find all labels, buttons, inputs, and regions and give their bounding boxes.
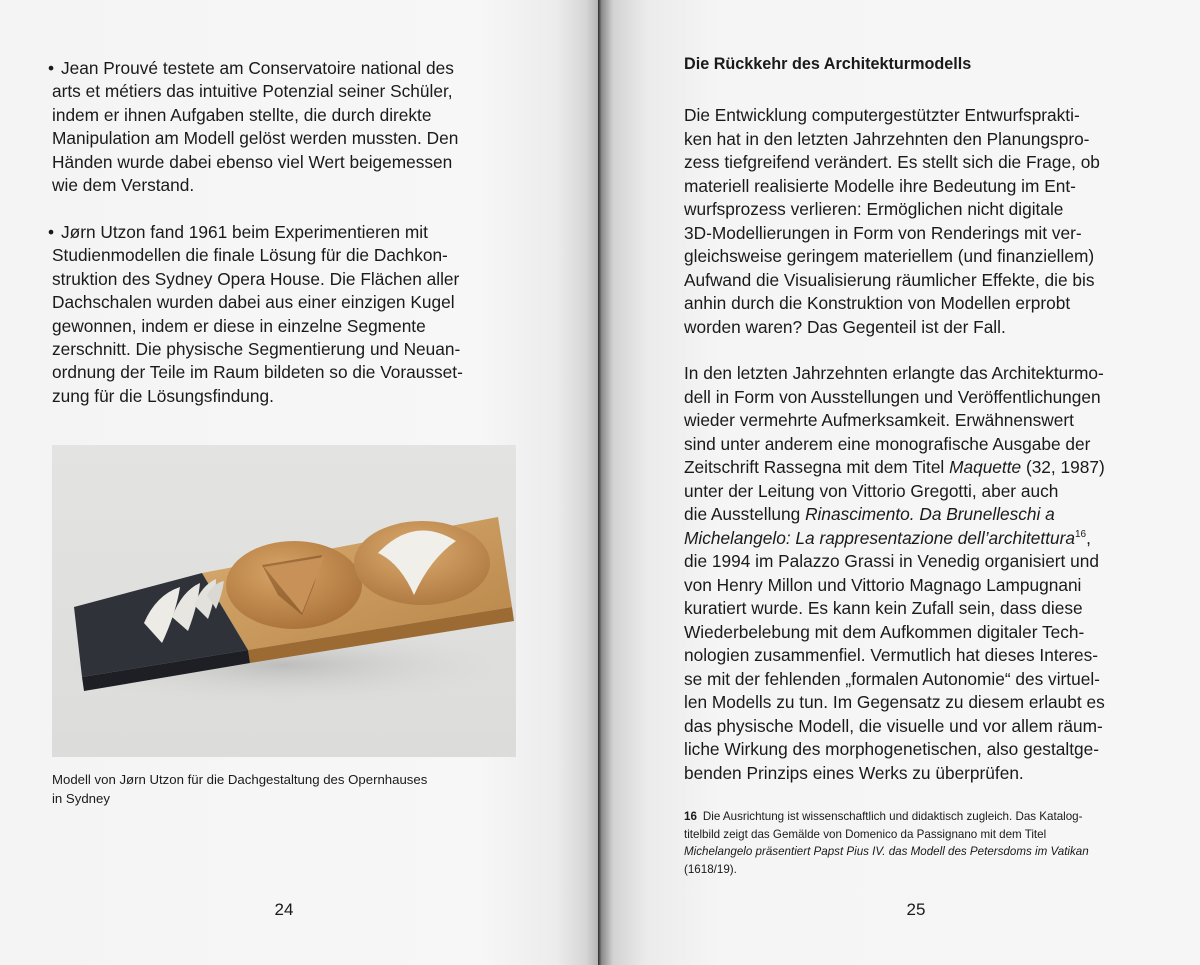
text-line: zung für die Lösungsfindung. [52, 385, 274, 406]
text-line: unter der Leitung von Vittorio Gregotti, aber auch [684, 480, 1059, 501]
text-segment: , [1086, 527, 1091, 548]
text-line [684, 527, 1174, 551]
text-line: Die Entwicklung computergestützter Entwurfsprakti- [684, 105, 1080, 125]
text-line: anhin durch die Konstruktion von Modellen erprobt [684, 293, 1071, 313]
section-heading: Die Rückkehr des Architekturmodells [684, 55, 972, 73]
text-line: ken hat in den letzten Jahrzehnten den Planungspro- [684, 128, 1090, 149]
footnote-line: (1618/19). [684, 862, 737, 876]
text-segment: die Ausstellung [684, 504, 806, 524]
footnote-number: 16 [684, 810, 697, 823]
text-line: von Henry Millon und Vittorio Magnago Lampugnani [684, 574, 1082, 595]
photo-caption [52, 771, 522, 808]
footnote-reference: 16 [1075, 528, 1087, 540]
text-line: das physische Modell, die visuelle und vor allem räum- [684, 715, 1103, 736]
text-line: worden waren? Das Gegenteil ist der Fall. [684, 316, 1006, 337]
text-line: 3D-Modellierungen in Form von Renderings mit ver- [684, 222, 1082, 243]
text-line: Jørn Utzon fand 1961 beim Experimentieren mit [61, 222, 428, 242]
text-line: liche Wirkung des morphogenetischen, also gestaltge- [684, 739, 1099, 759]
text-line [684, 503, 1174, 527]
text-line: ordnung der Teile im Raum bildeten so die Vorausset- [52, 362, 463, 383]
left-page [0, 0, 598, 965]
footnote-line [684, 808, 1164, 826]
caption-line: in Sydney [52, 790, 110, 806]
text-line: benden Prinzips eines Werks zu überprüfen. [684, 762, 1024, 783]
text-segment: (32, 1987) [1021, 457, 1105, 477]
bullet-icon: • [48, 222, 55, 242]
text-line: wie dem Verstand. [52, 175, 195, 196]
page-number-right: 25 [906, 900, 926, 919]
text-line: Jean Prouvé testete am Conservatoire national des [61, 58, 454, 78]
text-line: In den letzten Jahrzehnten erlangte das Architekturmo- [684, 363, 1104, 383]
text-line: se mit der fehlenden „formalen Autonomie“ des virtuel- [684, 668, 1100, 689]
text-line: Aufwand die Visualisierung räumlicher Effekte, die bis [684, 269, 1095, 290]
text-line: gewonnen, indem er diese in einzelne Segmente [52, 315, 426, 336]
text-line: wurfsprozess verlieren: Ermöglichen nicht digitale [684, 199, 1064, 219]
italic-title: Michelangelo präsentiert Papst Pius IV. das Modell des Petersdoms im Vatikan [684, 845, 1089, 858]
text-segment: Zeitschrift Rassegna mit dem Titel [684, 457, 950, 477]
text-line: Wiederbelebung mit dem Aufkommen digitaler Tech- [684, 621, 1085, 642]
text-segment: Die Ausrichtung ist wissenschaftlich und didaktisch zugleich. Das Katalog- [702, 810, 1083, 823]
text-line: arts et métiers das intuitive Potenzial seiner Schüler, [52, 81, 453, 102]
bullet-icon: • [48, 58, 55, 78]
italic-title: Maquette [949, 457, 1022, 477]
text-line: indem er ihnen Aufgaben stellte, die durch direkte [52, 104, 432, 125]
text-line: die 1994 im Palazzo Grassi in Venedig organisiert und [684, 551, 1099, 571]
text-line: Studienmodellen die finale Lösung für die Dachkon- [52, 245, 448, 266]
paragraph-2 [684, 362, 1174, 785]
text-line: materiell realisierte Modelle ihre Bedeutung im Ent- [684, 175, 1076, 196]
caption-line: Modell von Jørn Utzon für die Dachgestaltung des Opernhauses [52, 772, 428, 787]
text-line: len Modells zu tun. Im Gegensatz zu diesem erlaubt es [684, 692, 1105, 712]
utzon-model-illustration [52, 445, 516, 757]
footnote-16 [684, 808, 1164, 878]
text-line [684, 456, 1174, 480]
paragraph-1 [684, 104, 1174, 339]
bullet-item-utzon [48, 221, 518, 408]
text-line: sind unter anderem eine monografische Ausgabe der [684, 433, 1091, 454]
text-line: zess tiefgreifend verändert. Es stellt sich die Frage, ob [684, 152, 1100, 172]
footnote-line: titelbild zeigt das Gemälde von Domenico da Passignano mit dem Titel [684, 827, 1047, 841]
text-line: struktion des Sydney Opera House. Die Flächen aller [52, 268, 460, 289]
utzon-model-photo [52, 445, 516, 757]
text-line: dell in Form von Ausstellungen und Veröffentlichungen [684, 386, 1101, 407]
text-line: Händen wurde dabei ebenso viel Wert beigemessen [52, 151, 453, 172]
text-line: gleichsweise geringem materiellem (und finanziellem) [684, 246, 1095, 266]
text-line: Manipulation am Modell gelöst werden mussten. Den [52, 128, 459, 149]
page-number-left: 24 [274, 900, 294, 919]
text-line: kuratiert wurde. Es kann kein Zufall sein, dass diese [684, 598, 1083, 618]
italic-title: Rinascimento. Da Brunelleschi a [805, 504, 1055, 524]
italic-title: Michelangelo: La rappresentazione dell’architettura [684, 527, 1075, 548]
footnote-line [684, 843, 1164, 861]
text-line: zerschnitt. Die physische Segmentierung und Neuan- [52, 339, 461, 360]
text-line: Dachschalen wurden dabei aus einer einzigen Kugel [52, 292, 455, 313]
text-line: wieder vermehrte Aufmerksamkeit. Erwähnenswert [684, 410, 1074, 430]
text-line: nologien zusammenfiel. Vermutlich hat dieses Interes- [684, 645, 1098, 665]
bullet-item-prouve [48, 57, 518, 197]
